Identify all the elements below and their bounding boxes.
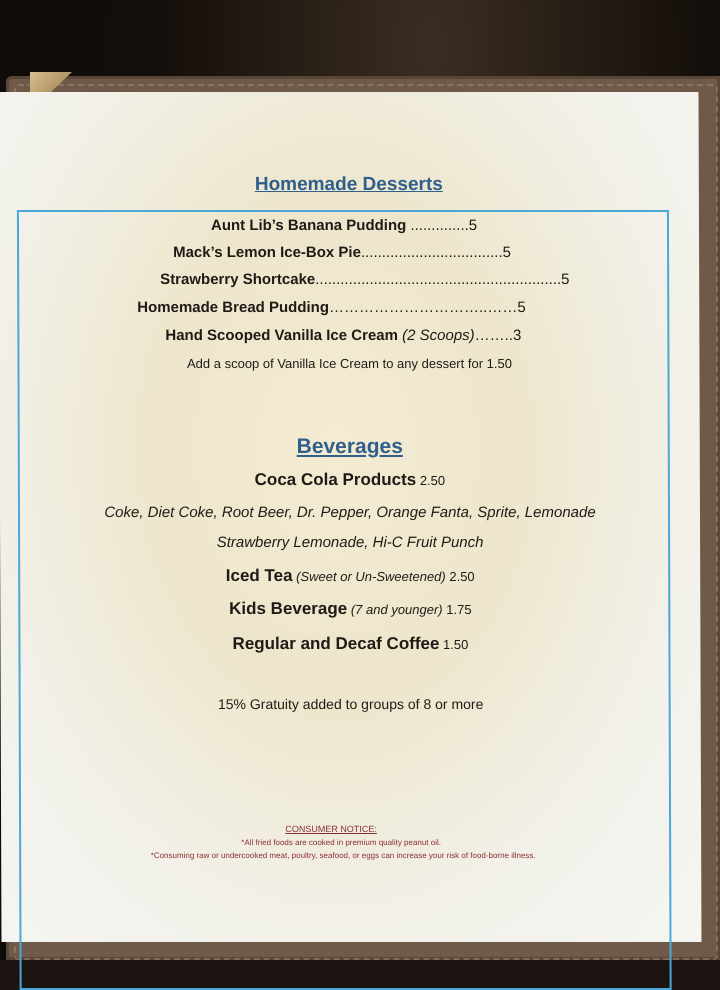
dessert-item-shortcake: [160, 271, 569, 288]
item-dots: …………………………..……: [328, 299, 518, 316]
beverage-name: Kids Beverage: [229, 599, 348, 618]
dessert-item-ice-cream: [165, 327, 521, 344]
item-name: Aunt Lib’s Banana Pudding: [210, 217, 407, 234]
beverage-kids: [0, 599, 700, 619]
item-dots: ..............: [406, 217, 469, 234]
desserts-heading: Homemade Desserts: [254, 174, 443, 195]
beverage-name: Coca Cola Products: [254, 470, 417, 489]
dessert-item-bread-pudding: [137, 299, 525, 316]
beverage-list-line-1: Coke, Diet Coke, Root Beer, Dr. Pepper, Orange Fanta, Sprite, Lemonade: [104, 504, 596, 521]
beverage-name: Iced Tea: [225, 566, 293, 585]
item-dots: ...........................................................: [315, 271, 562, 288]
item-price: 5: [561, 271, 570, 288]
item-dots: ……..: [474, 327, 514, 344]
dessert-addon-note: Add a scoop of Vanilla Ice Cream to any dessert for 1.50: [186, 356, 512, 371]
beverage-note: (Sweet or Un-Sweetened): [292, 569, 446, 584]
item-dots: ..................................: [360, 244, 503, 261]
beverage-name: Regular and Decaf Coffee: [232, 634, 440, 653]
beverage-coca-cola: [0, 470, 700, 490]
beverage-price: 1.50: [439, 637, 469, 652]
beverage-iced-tea: [0, 566, 700, 586]
item-name: Strawberry Shortcake: [160, 271, 316, 288]
gratuity-note: 15% Gratuity added to groups of 8 or more: [217, 696, 484, 712]
item-note: (2 Scoops): [397, 327, 475, 344]
item-price: 5: [468, 217, 478, 234]
consumer-notice-title: CONSUMER NOTICE:: [285, 824, 377, 834]
menu-page: [0, 92, 701, 942]
beverage-price: 2.50: [445, 569, 475, 584]
consumer-notice-line-2: *Consuming raw or undercooked meat, poultry, seafood, or eggs can increase your risk of food-borne illness.: [150, 851, 536, 860]
beverage-price: 1.75: [442, 602, 472, 617]
item-price: 5: [517, 299, 526, 316]
item-name: Mack’s Lemon Ice-Box Pie: [173, 244, 361, 261]
beverages-heading: Beverages: [296, 435, 403, 458]
beverage-price: 2.50: [416, 473, 446, 488]
beverage-note: (7 and younger): [347, 602, 443, 617]
dessert-item-banana-pudding: [211, 217, 477, 234]
consumer-notice-line-1: *All fried foods are cooked in premium quality peanut oil.: [241, 838, 441, 847]
dessert-item-lemon-pie: [173, 244, 511, 261]
beverage-list-line-2: Strawberry Lemonade, Hi-C Fruit Punch: [216, 534, 484, 551]
item-price: 3: [512, 327, 522, 344]
beverage-coffee: [0, 634, 700, 654]
item-name: Hand Scooped Vanilla Ice Cream: [165, 327, 398, 344]
item-price: 5: [502, 244, 512, 261]
item-name: Homemade Bread Pudding: [137, 299, 330, 316]
